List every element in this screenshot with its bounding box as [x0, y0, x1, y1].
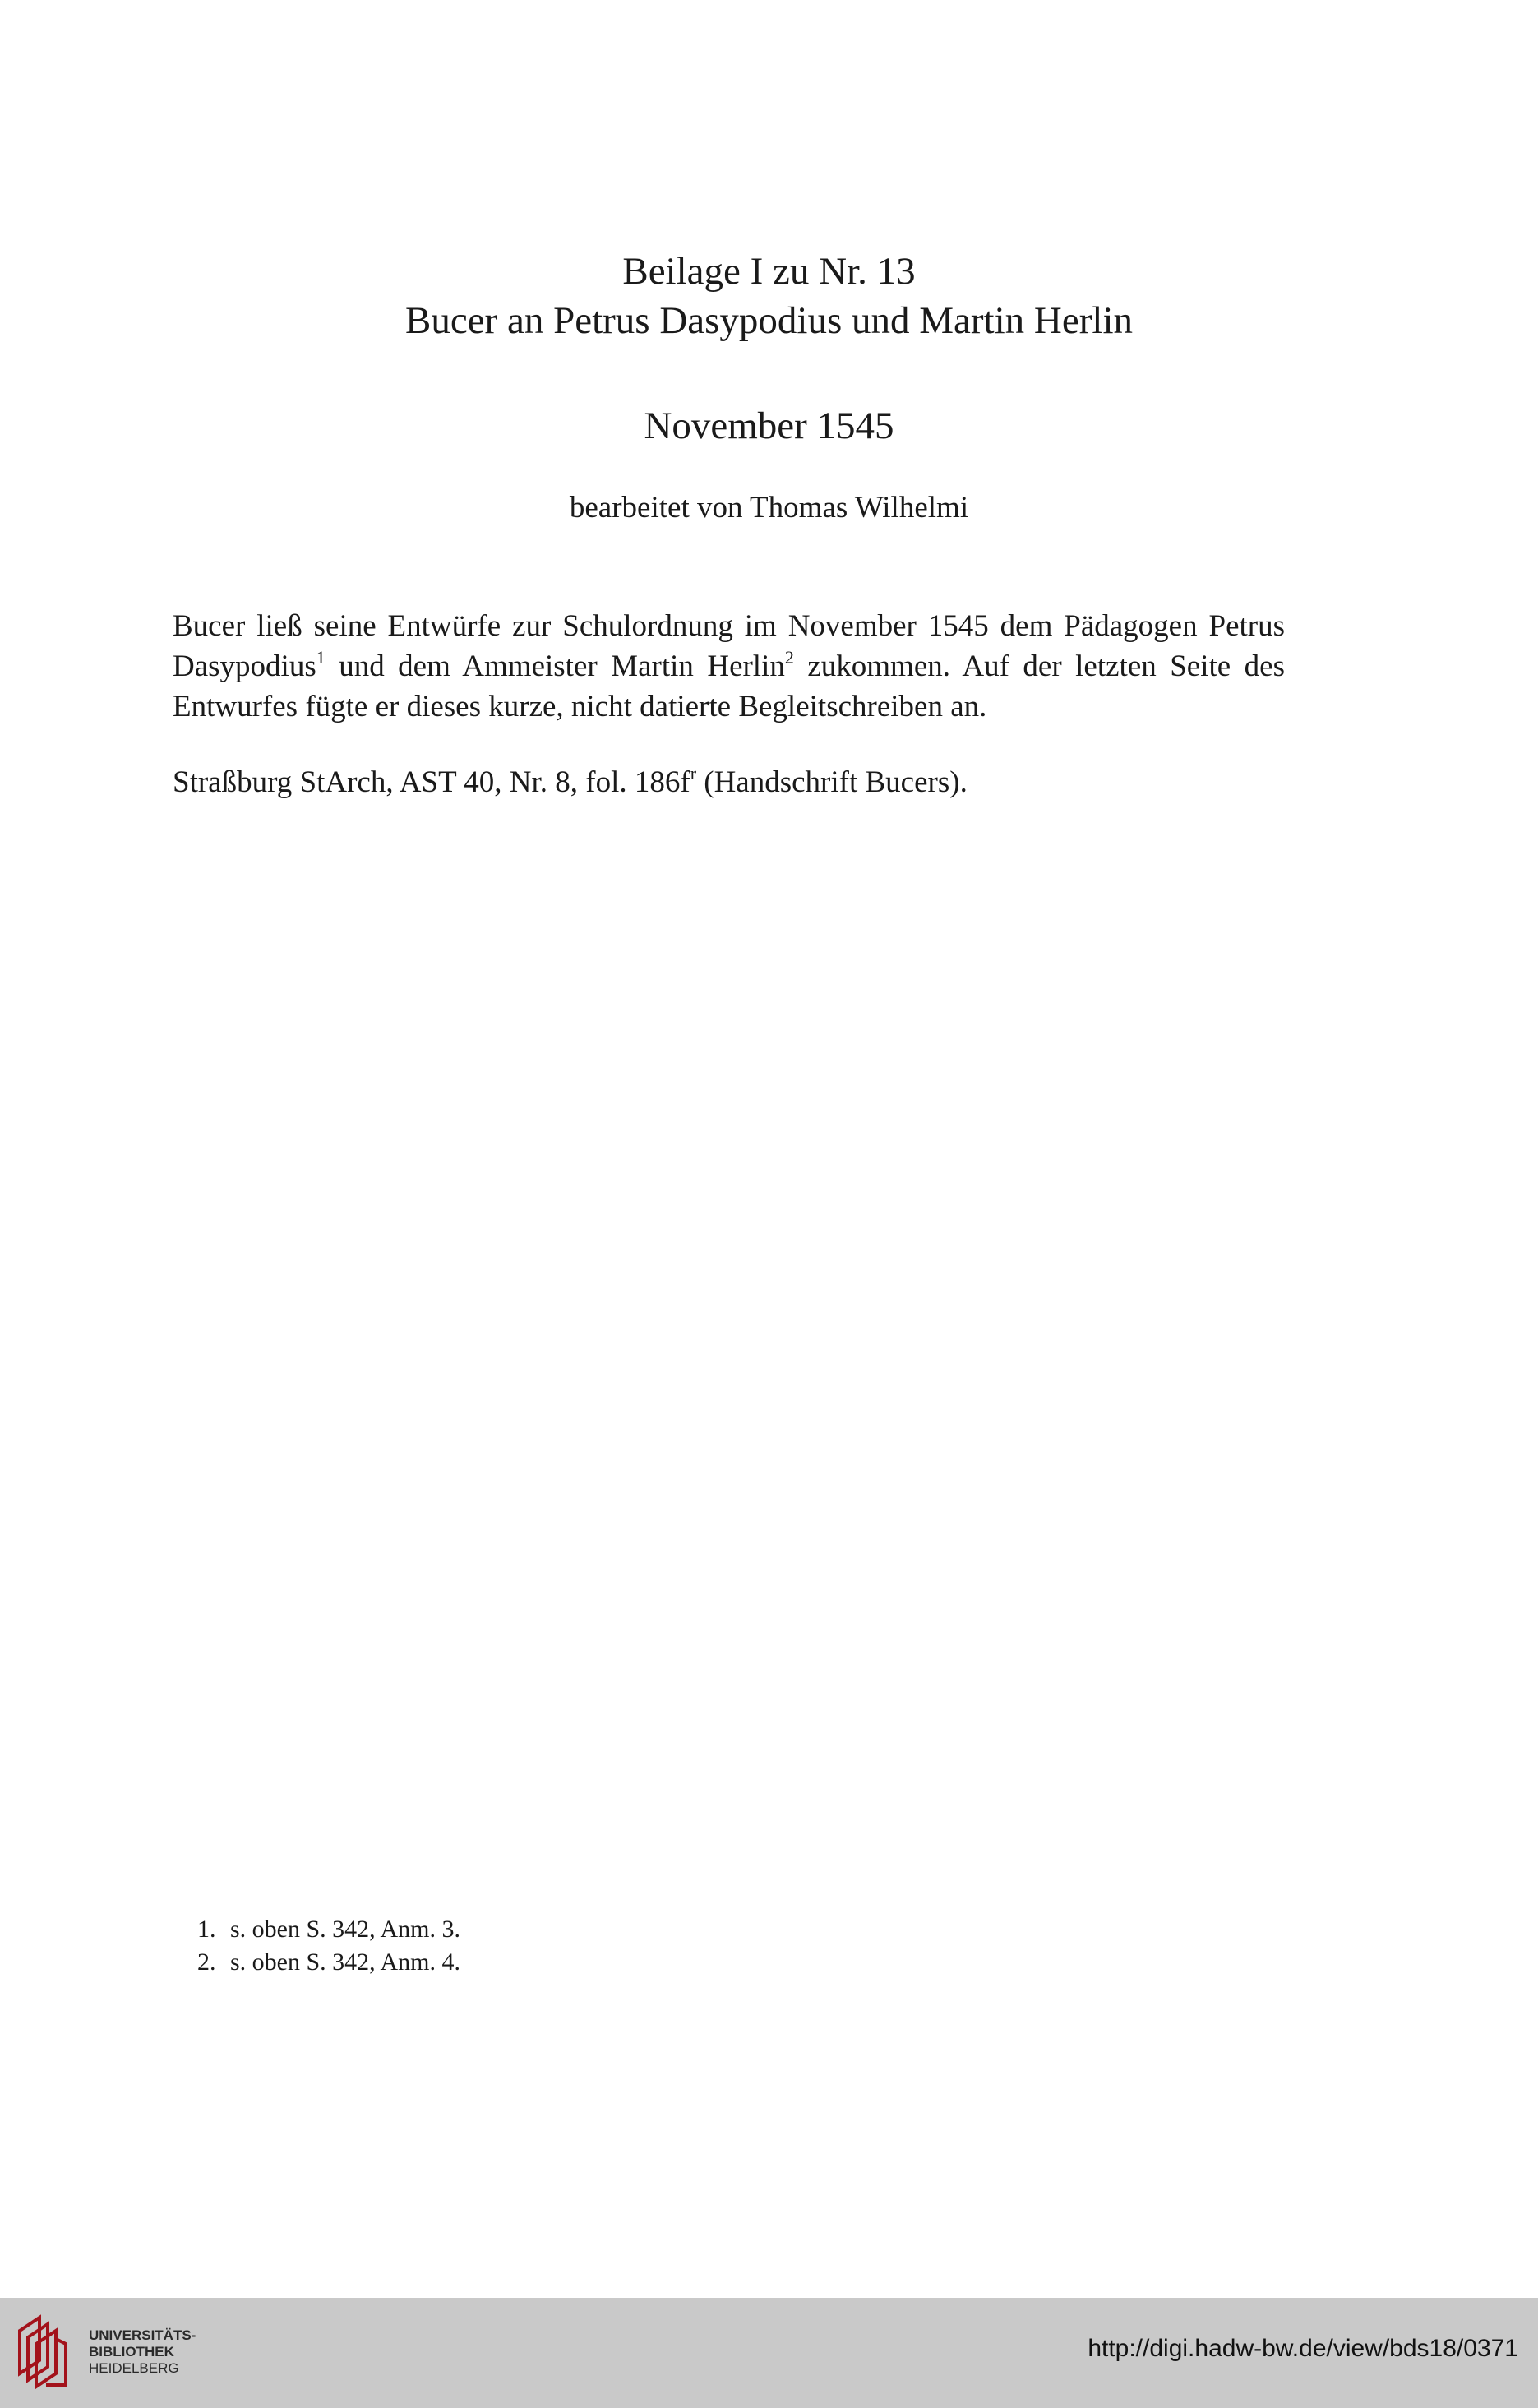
footnotes: [197, 1913, 460, 1979]
intro-text-2: und dem Ammeister Martin Herlin: [325, 649, 785, 683]
footnote-ref-1[interactable]: 1: [316, 646, 326, 668]
document-date: November 1545: [644, 404, 894, 447]
library-name: [89, 2327, 196, 2377]
footnote-text: s. oben S. 342, Anm. 4.: [230, 1948, 461, 1976]
permalink-url[interactable]: http://digi.hadw-bw.de/view/bds18/0371: [1088, 2335, 1518, 2362]
library-name-line-2: BIBLIOTHEK: [89, 2344, 174, 2359]
footnote-number: 2.: [197, 1948, 216, 1976]
intro-text-1: Bucer ließ seine Entwürfe zur Schulordnung im November 1545 dem Pädagogen Petrus Dasypodius: [173, 609, 1285, 683]
document-subtitle: Bucer an Petrus Dasypodius und Martin Herlin: [404, 299, 1133, 342]
footnote-2: [197, 1946, 460, 1979]
editor-line: bearbeitet von Thomas Wilhelmi: [569, 491, 969, 525]
source-superscript: r: [690, 762, 697, 783]
footnote-number: 1.: [197, 1916, 216, 1943]
footnote-ref-2[interactable]: 2: [784, 646, 794, 668]
library-name-line-1: UNIVERSITÄTS-: [89, 2327, 196, 2343]
footnote-1: [197, 1913, 460, 1946]
source-text-1: Straßburg StArch, AST 40, Nr. 8, fol. 186f: [173, 765, 690, 799]
intro-paragraph: [173, 606, 1285, 727]
footer-bar: [0, 2298, 1538, 2408]
library-name-line-3: HEIDELBERG: [89, 2360, 179, 2376]
document-title: Beilage I zu Nr. 13: [622, 250, 916, 293]
source-text-2: (Handschrift Bucers).: [696, 765, 968, 799]
footnote-text: s. oben S. 342, Anm. 3.: [230, 1916, 461, 1943]
intro-text-3: zukommen. Auf der letzten Seite des Entwurfes fügte er dieses kurze, nicht datierte Begleitschreiben an.: [173, 649, 1285, 723]
source-paragraph: [173, 762, 1285, 802]
library-logo-icon[interactable]: [15, 2309, 72, 2392]
